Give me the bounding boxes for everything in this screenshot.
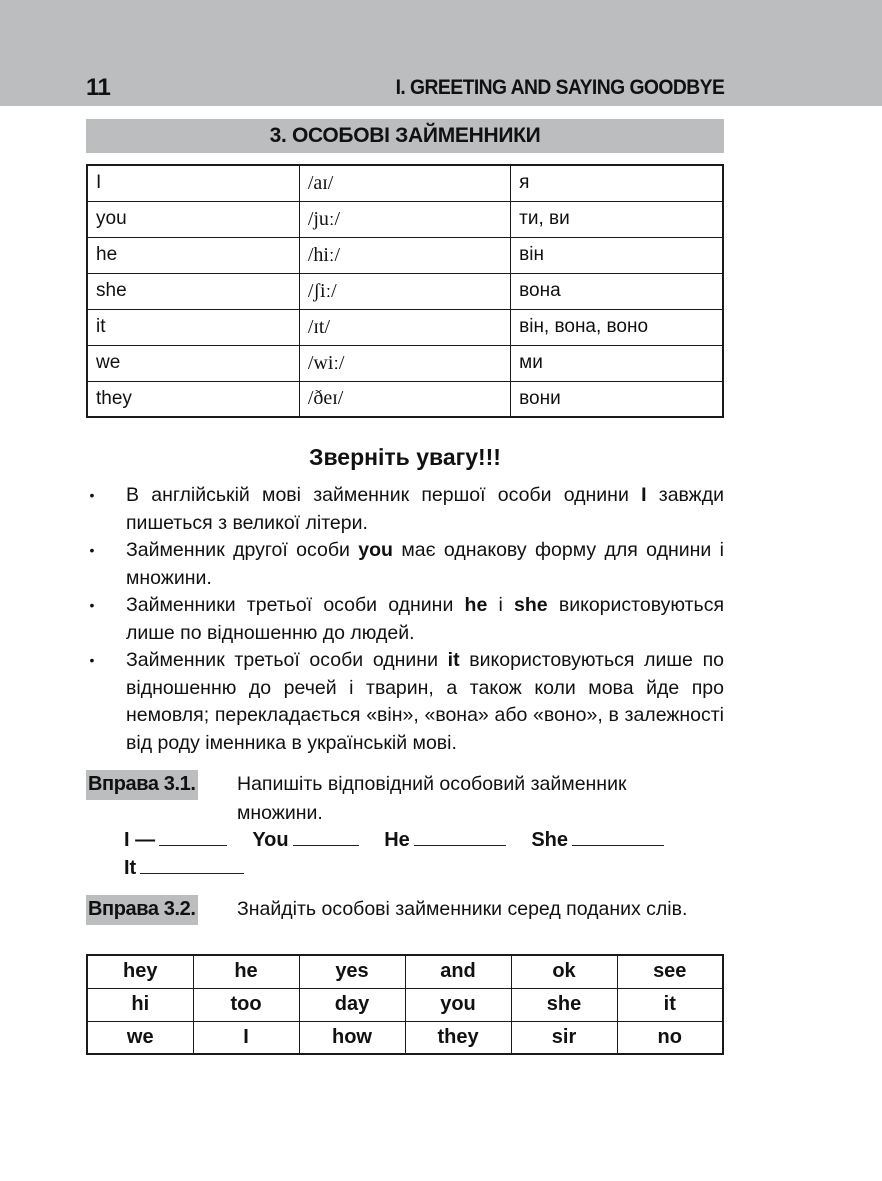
pronoun-emphasis: you — [358, 539, 393, 561]
word-cell[interactable]: no — [617, 1021, 723, 1054]
pronoun-cell: we — [87, 345, 299, 381]
word-cell[interactable]: you — [405, 988, 511, 1021]
answer-blank[interactable] — [572, 828, 664, 846]
exercise-instruction: Напишіть відповідний особовий займенник множини. — [237, 773, 627, 824]
exercise-label: Вправа 3.1. — [86, 770, 198, 800]
section-title: 3. ОСОБОВІ ЗАЙМЕННИКИ — [86, 119, 724, 153]
page-number: 11 — [86, 74, 111, 101]
word-cell[interactable]: they — [405, 1021, 511, 1054]
transcription-cell: /juː/ — [299, 201, 510, 237]
word-cell[interactable]: it — [617, 988, 723, 1021]
word-cell[interactable]: we — [87, 1021, 193, 1054]
pronoun-cell: she — [87, 273, 299, 309]
word-grid — [86, 954, 724, 1055]
answer-blank[interactable] — [414, 828, 506, 846]
word-cell[interactable]: too — [193, 988, 299, 1021]
answer-blank[interactable] — [140, 856, 244, 874]
attention-list — [86, 482, 724, 757]
translation-cell: він — [511, 237, 723, 273]
attention-heading: Зверніть увагу!!! — [309, 444, 501, 470]
word-cell[interactable]: day — [299, 988, 405, 1021]
word-grid-row — [87, 955, 723, 988]
blank-item: He — [384, 829, 506, 851]
attention-bullet: • Займенники третьої особи однини he і she використовуються лише по відношенню до людей. — [86, 592, 724, 647]
blank-item: I — — [124, 829, 227, 851]
transcription-cell: /ʃiː/ — [299, 273, 510, 309]
blank-row-1 — [124, 826, 684, 855]
pronoun-row — [87, 165, 723, 201]
transcription-cell: /ɪt/ — [299, 309, 510, 345]
running-header — [0, 0, 882, 106]
word-cell[interactable]: ok — [511, 955, 617, 988]
bullet-dot-icon: • — [89, 542, 95, 558]
pronoun-cell: it — [87, 309, 299, 345]
pronoun-emphasis: I — [641, 484, 647, 506]
pronoun-row — [87, 345, 723, 381]
attention-bullet: • Займенник другої особи you має однакову форму для однини і множини. — [86, 537, 724, 592]
pronoun-cell: I — [87, 165, 299, 201]
translation-cell: він, вона, воно — [511, 309, 723, 345]
translation-cell: вона — [511, 273, 723, 309]
transcription-cell: /hiː/ — [299, 237, 510, 273]
pronoun-table — [86, 164, 724, 418]
word-cell[interactable]: sir — [511, 1021, 617, 1054]
word-cell[interactable]: and — [405, 955, 511, 988]
exercise-instruction: Знайдіть особові займенники серед поданих слів. — [237, 898, 688, 920]
translation-cell: я — [511, 165, 723, 201]
pronoun-row — [87, 381, 723, 417]
word-cell[interactable]: see — [617, 955, 723, 988]
pronoun-row — [87, 273, 723, 309]
answer-blank[interactable] — [159, 828, 227, 846]
pronoun-row — [87, 201, 723, 237]
pronoun-row — [87, 309, 723, 345]
translation-cell: ми — [511, 345, 723, 381]
pronoun-cell: he — [87, 237, 299, 273]
word-cell[interactable]: how — [299, 1021, 405, 1054]
bullet-dot-icon: • — [89, 597, 95, 613]
answer-blank[interactable] — [293, 828, 359, 846]
word-grid-row — [87, 1021, 723, 1054]
pronoun-emphasis: he — [464, 594, 488, 616]
word-cell[interactable]: hey — [87, 955, 193, 988]
transcription-cell: /ðeɪ/ — [299, 381, 510, 417]
exercise-3-2 — [86, 895, 724, 953]
pronoun-emphasis: she — [514, 594, 548, 616]
word-cell[interactable]: yes — [299, 955, 405, 988]
pronoun-emphasis: it — [447, 649, 460, 671]
blank-item: She — [531, 829, 664, 851]
word-cell[interactable]: hi — [87, 988, 193, 1021]
word-cell[interactable]: I — [193, 1021, 299, 1054]
bullet-dot-icon: • — [89, 652, 95, 668]
blank-item: You — [252, 829, 358, 851]
word-cell[interactable]: she — [511, 988, 617, 1021]
pronoun-cell: they — [87, 381, 299, 417]
pronoun-cell: you — [87, 201, 299, 237]
exercise-label: Вправа 3.2. — [86, 895, 198, 925]
translation-cell: вони — [511, 381, 723, 417]
translation-cell: ти, ви — [511, 201, 723, 237]
blank-row-2 — [124, 854, 264, 883]
bullet-dot-icon: • — [89, 487, 95, 503]
attention-bullet: • Займенник третьої особи однини it використовуються лише по відношенню до речей і тварин, а також коли мова йде про немовля; перекладається «він», «вона» або «воно», в залежності від роду іменника в українській мові. — [86, 647, 724, 757]
exercise-3-1 — [86, 770, 724, 885]
pronoun-row — [87, 237, 723, 273]
transcription-cell: /wiː/ — [299, 345, 510, 381]
chapter-title: I. GREETING AND SAYING GOODBYE — [395, 76, 724, 99]
transcription-cell: /aɪ/ — [299, 165, 510, 201]
word-cell[interactable]: he — [193, 955, 299, 988]
blank-item: It — [124, 857, 244, 879]
attention-bullet: • В англійській мові займенник першої особи однини I завжди пишеться з великої літери. — [86, 482, 724, 537]
word-grid-row — [87, 988, 723, 1021]
